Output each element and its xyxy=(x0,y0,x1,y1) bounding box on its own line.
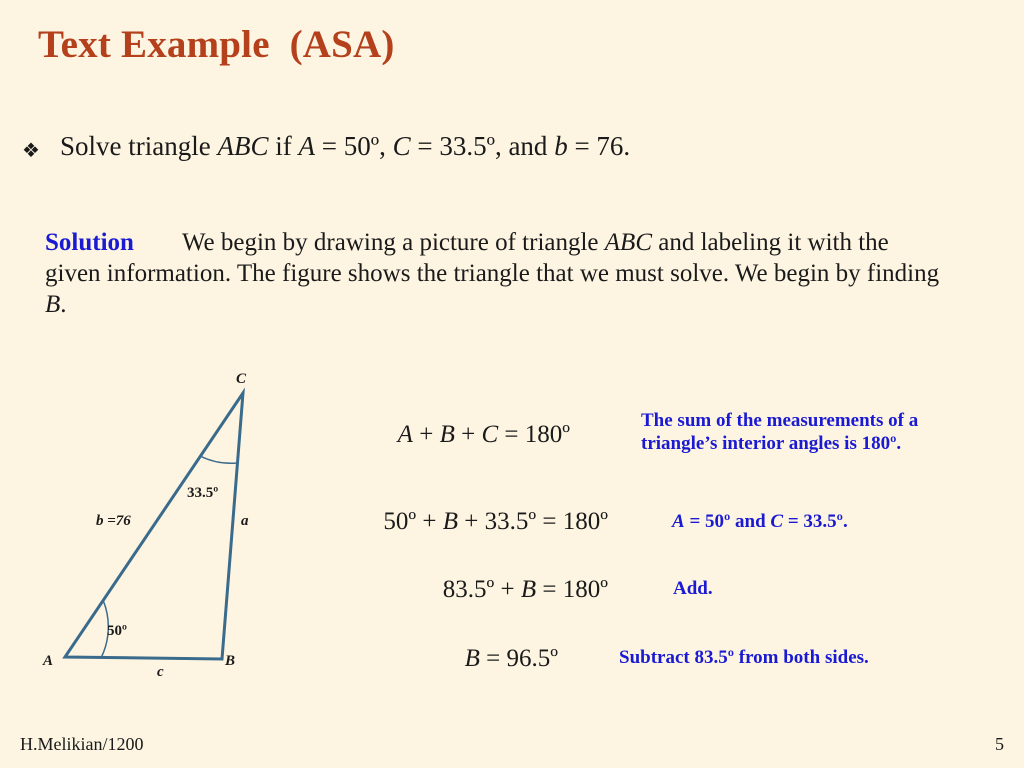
page-number: 5 xyxy=(995,734,1004,754)
footer-author: H.Melikian/1200 xyxy=(20,734,144,754)
solution-text: We begin by drawing a picture of triangle xyxy=(181,229,605,256)
problem-text: = 50º, xyxy=(314,131,393,161)
note-part: Subtract 83.5º from both sides. xyxy=(619,647,869,668)
equation-part: 50º + xyxy=(383,508,443,535)
solution-text: . xyxy=(60,291,67,318)
triangle-shape xyxy=(65,393,243,659)
note-part: The sum of the measurements of a xyxy=(641,410,919,431)
problem-var-b: b xyxy=(554,131,568,161)
triangle-figure xyxy=(0,0,300,700)
equation-step-4 xyxy=(465,645,558,673)
equation-step-1 xyxy=(398,421,570,449)
equation-part: B xyxy=(520,576,537,603)
note-part: = 33.5º. xyxy=(783,511,848,532)
diamond-bullet-icon: ❖ xyxy=(22,140,40,162)
equation-part: = 180º xyxy=(536,576,608,603)
angle-c-arc xyxy=(200,456,237,463)
solution-triangle-name: ABC xyxy=(604,229,652,256)
equation-part: + 33.5º = 180º xyxy=(458,508,608,535)
problem-var-c: C xyxy=(392,131,411,161)
side-a-label: a xyxy=(241,513,249,529)
equation-part: = 96.5º xyxy=(479,645,558,672)
step-note-1 xyxy=(641,409,918,455)
step-note-1-line-1 xyxy=(641,409,918,432)
equation-part: A xyxy=(397,421,413,448)
solution-var-b: B xyxy=(45,291,61,318)
equation-step-2 xyxy=(383,508,608,536)
problem-var-a: A xyxy=(298,131,315,161)
note-part: C xyxy=(770,511,784,532)
side-b-label xyxy=(96,513,131,530)
vertex-c-label: C xyxy=(236,371,247,387)
solution-text: and labeling it with the given information. The figure shows the triangle that we must solve. We begin by finding xyxy=(45,229,940,287)
vertex-b-label: B xyxy=(225,653,236,669)
note-part: A xyxy=(672,511,685,532)
equation-step-3 xyxy=(443,576,608,604)
note-part: Add. xyxy=(673,578,713,599)
step-note-3 xyxy=(673,578,713,600)
angle-c-label: 33.5º xyxy=(187,485,219,501)
side-c-label: c xyxy=(157,664,164,680)
vertex-a-label: A xyxy=(43,653,54,669)
equation-part: B xyxy=(442,508,459,535)
equation-part: 83.5º + xyxy=(442,576,521,603)
problem-text: Solve triangle xyxy=(60,131,218,161)
equation-part: C xyxy=(481,421,499,448)
step-note-1-line-2 xyxy=(641,432,918,455)
note-part: = 50º and xyxy=(684,511,771,532)
step-note-4 xyxy=(619,647,869,669)
equation-part: B xyxy=(464,645,480,672)
note-part: triangle’s interior angles is 180º. xyxy=(641,433,902,454)
equation-part: B xyxy=(439,421,455,448)
equation-part: + xyxy=(412,421,440,448)
slide-title: Text Example (ASA) xyxy=(38,23,395,66)
problem-text: = 76. xyxy=(567,131,631,161)
solution-label: Solution xyxy=(45,229,134,256)
step-note-2 xyxy=(672,511,848,533)
side-b-text: b =76 xyxy=(96,513,131,529)
problem-text: = 33.5º, and xyxy=(410,131,555,161)
problem-triangle-name: ABC xyxy=(217,131,269,161)
equation-part: + xyxy=(454,421,482,448)
problem-text: if xyxy=(268,131,299,161)
equation-part: = 180º xyxy=(498,421,570,448)
angle-a-label: 50º xyxy=(107,623,127,639)
